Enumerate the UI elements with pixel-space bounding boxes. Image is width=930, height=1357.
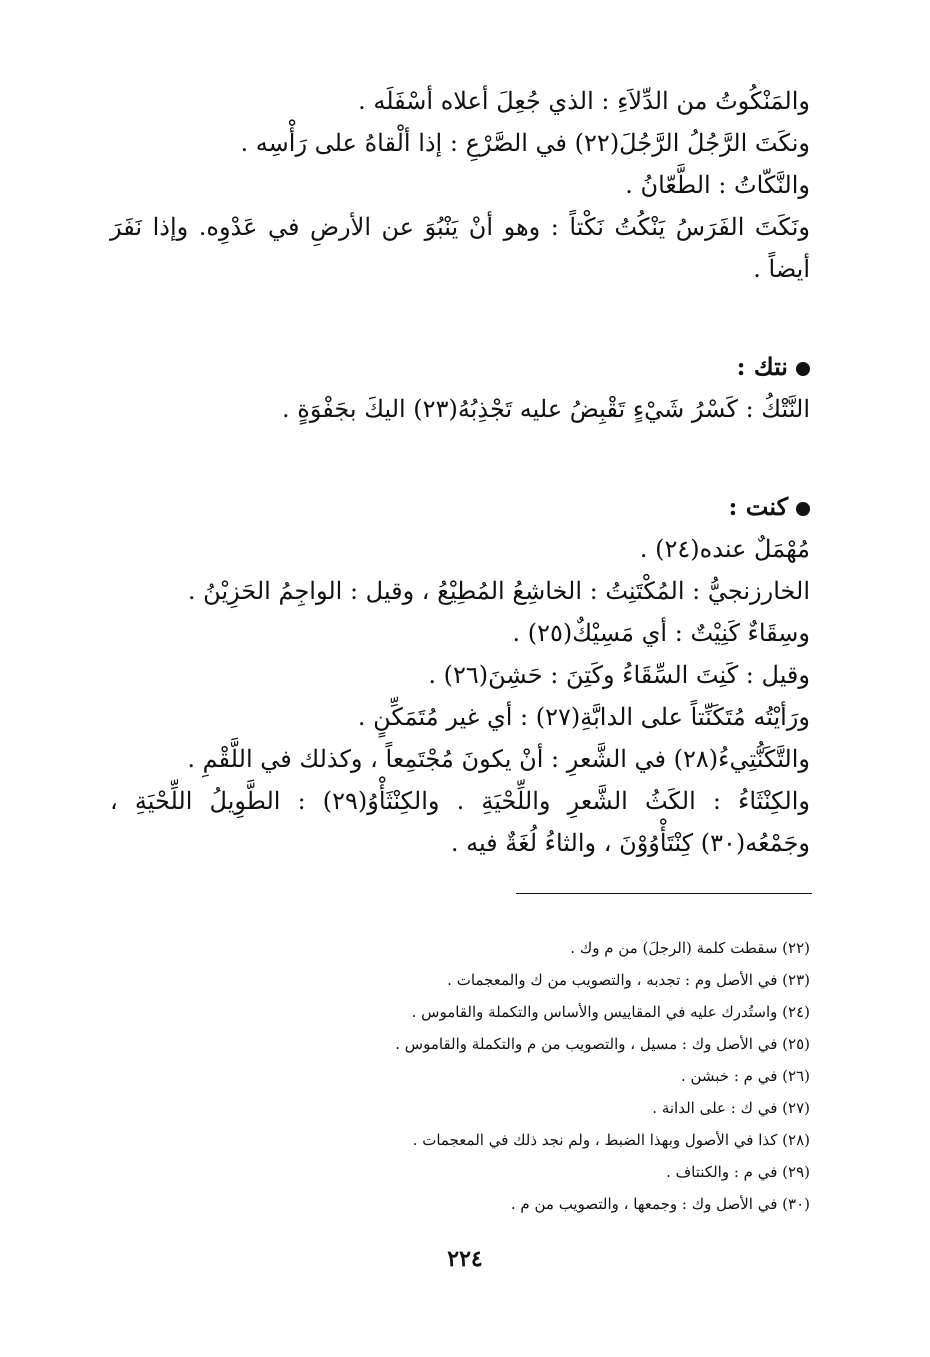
text-line: وسِقَاءٌ كَنِيْتٌ : أي مَسِيْكٌ(٢٥) .	[512, 619, 810, 647]
text-line: والكِنْثَاءُ : الكَثُ الشَّعرِ واللِّحْيَةِ . والكِنْثَأْوُ(٢٩) : الطَّوِيلُ اللِّحْيَةِ ،	[110, 787, 810, 815]
entry-nakt	[110, 80, 810, 290]
footnote: (٢٣) في الأصل وم : تجدبه ، والتصويب من ك والمعجمات .	[447, 971, 810, 989]
footnote: (٢٦) في م : خبشن .	[680, 1067, 810, 1085]
page-number: ٢٢٤	[447, 1246, 483, 1272]
entry-kanat	[110, 486, 810, 864]
spacer	[110, 430, 810, 486]
text-line: أيضاً .	[753, 255, 810, 283]
entry-heading-label: نتك :	[736, 352, 788, 381]
text-line: ورَأيْتُه مُتَكَنِّتاً على الدابَّةِ(٢٧) : أي غير مُتَمَكِّنٍ .	[357, 703, 810, 731]
entry-heading-label: كنت :	[728, 492, 788, 521]
bullet-icon	[796, 502, 810, 516]
footnote: (٢٩) في م : والكنتاف .	[666, 1163, 810, 1181]
text-line: النَّتْكُ : كَسْرُ شَيْءٍ تَقْبِضُ عليه تَجْذِبُهُ(٢٣) اليكَ بجَفْوَةٍ .	[282, 395, 810, 423]
text-line: والمَنْكُوتُ من الدِّلاَءِ : الذي جُعِلَ أعلاه أسْفَلَه .	[358, 87, 810, 115]
entry-heading	[110, 346, 810, 388]
footnote: (٢٥) في الأصل وك : مسيل ، والتصويب من م والتكملة والقاموس .	[395, 1035, 810, 1053]
text-line: مُهْمَلٌ عنده(٢٤) .	[639, 535, 810, 563]
entry-heading	[110, 486, 810, 528]
bullet-icon	[796, 362, 810, 376]
footnote: (٢٤) واستُدرك عليه في المقاييس والأساس والتكملة والقاموس .	[411, 1003, 810, 1021]
footnote: (٢٢) سقطت كلمة (الرجلَ) من م وك .	[570, 939, 810, 957]
footnotes	[110, 932, 810, 1220]
entry-natak	[110, 346, 810, 430]
main-text	[110, 80, 810, 864]
text-line: والنَّكّاتُ : الطَّعّانُ .	[625, 171, 810, 199]
footnote-divider	[516, 893, 812, 894]
text-line: ونكَتَ الرَّجُلُ الرَّجُلَ(٢٢) في الصَّرْعِ : إذا ألْقاهُ على رَأْسِه .	[240, 129, 810, 157]
text-line: ونَكَتَ الفَرَسُ يَنْكُتُ نَكْتاً : وهو أنْ يَنْبُوَ عن الأرضِ في عَدْوِه. وإذا نَفَرَ	[110, 213, 811, 241]
spacer	[110, 290, 810, 346]
text-line: الخارزنجيُّ : المُكْتَنِتُ : الخاشِعُ المُطِيْعُ ، وقيل : الواجِمُ الحَزِيْنُ .	[187, 577, 810, 605]
text-line: والتَّكَنُّتِيءُ(٢٨) في الشَّعرِ : أنْ يكونَ مُجْتَمِعاً ، وكذلك في اللَّقْمِ .	[187, 745, 810, 773]
footnote: (٣٠) في الأصل وك : وجمعها ، والتصويب من م .	[510, 1195, 810, 1213]
text-line: وجَمْعُه(٣٠) كِنْتَأْوُوْنَ ، والثاءُ لُغَةٌ فيه .	[450, 829, 810, 857]
footnote: (٢٨) كذا في الأصول وبهذا الضبط ، ولم نجد ذلك في المعجمات .	[412, 1131, 810, 1149]
footnote: (٢٧) في ك : على الدانة .	[652, 1099, 810, 1117]
text-line: وقيل : كَنِتَ السِّقَاءُ وكَتِنَ : حَشِنَ(٢٦) .	[428, 661, 810, 689]
